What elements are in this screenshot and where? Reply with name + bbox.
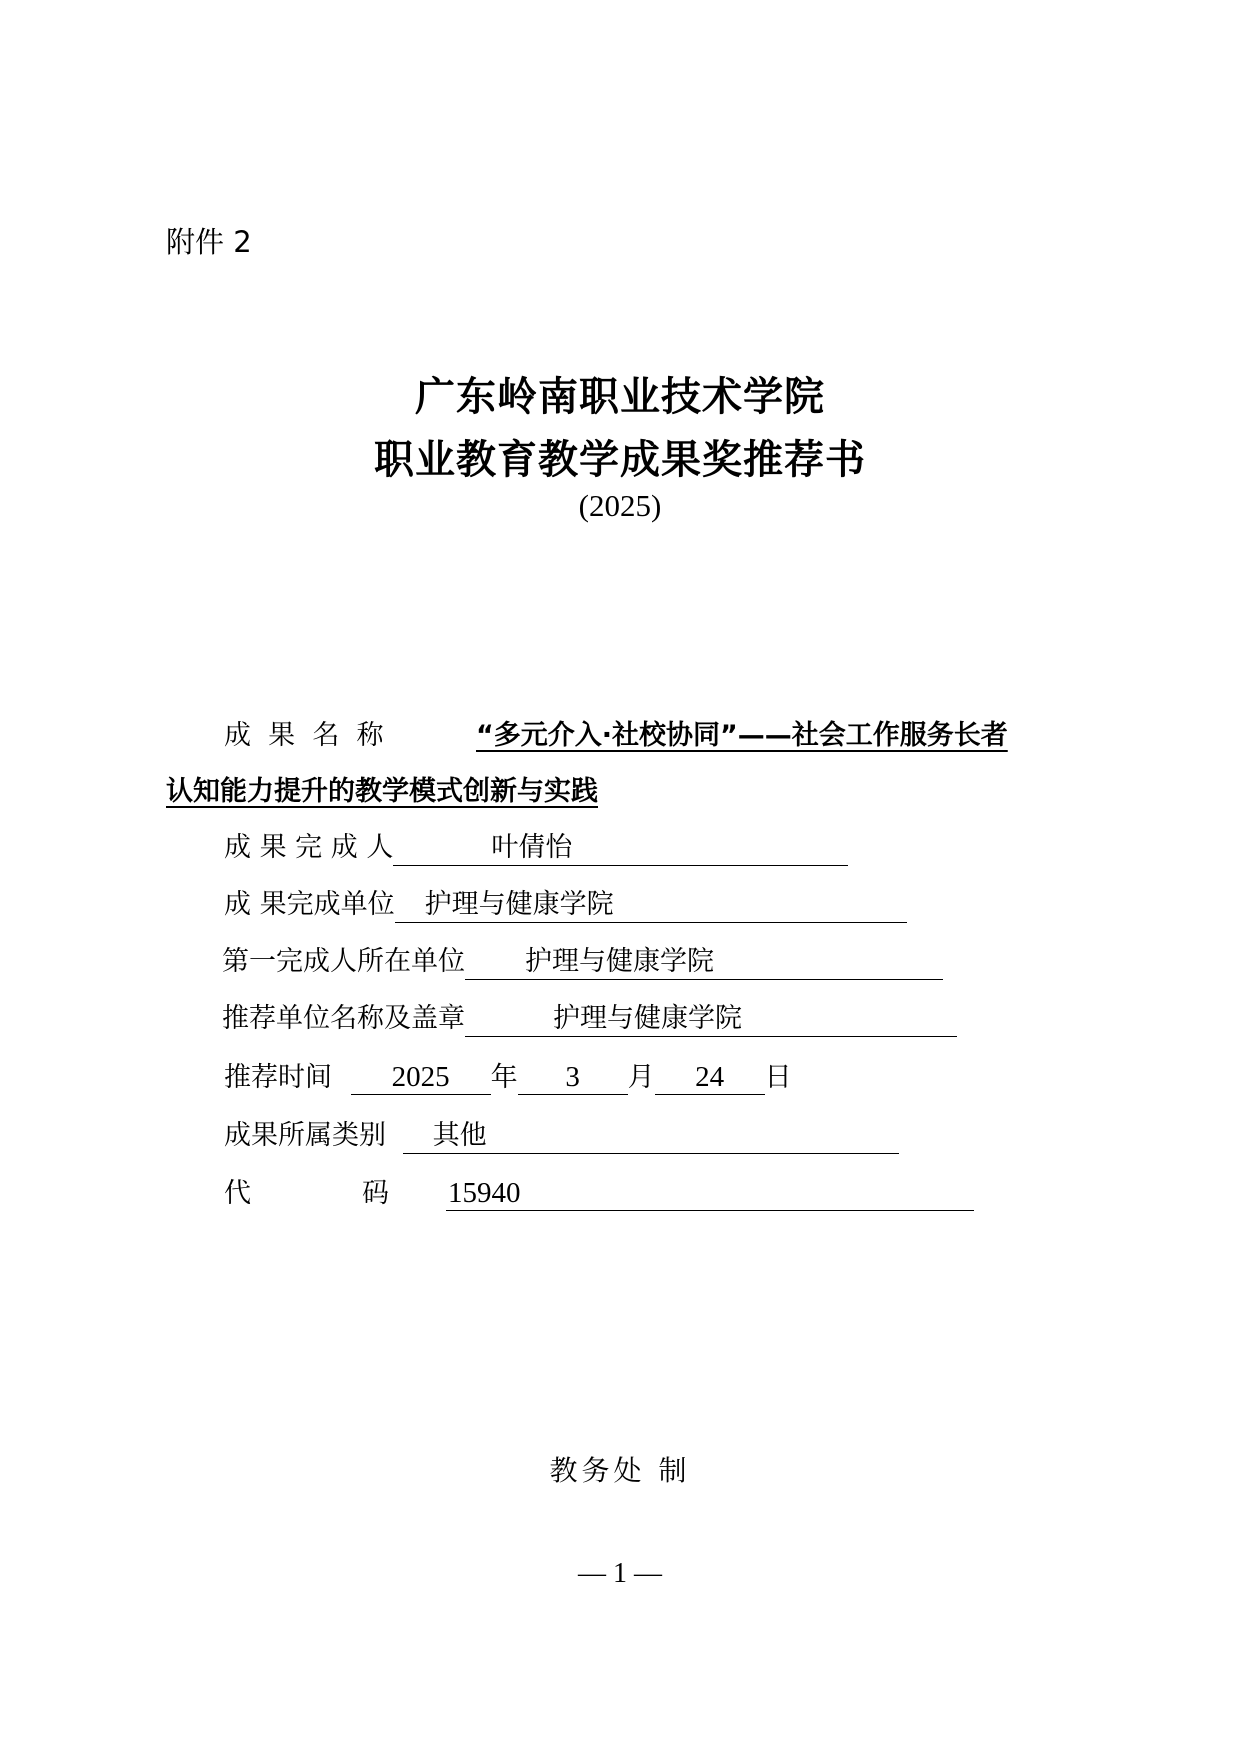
completer-label: 成 果 完 成 人 xyxy=(224,832,394,863)
unit-value: 护理与健康学院 xyxy=(395,888,907,923)
year-char: 年 xyxy=(490,1062,518,1093)
first-unit-label: 第一完成人所在单位 xyxy=(222,946,465,977)
completer-value: 叶倩怡 xyxy=(393,831,848,866)
unit-label: 成 果完成单位 xyxy=(224,889,395,920)
attachment-label: 附件 2 xyxy=(166,225,252,259)
footer-issuer: 教务处 制 xyxy=(549,1454,691,1487)
name-label: 成 果 名 称 xyxy=(224,720,384,751)
time-label: 推荐时间 xyxy=(224,1062,332,1093)
recommend-label: 推荐单位名称及盖章 xyxy=(222,1003,465,1034)
time-day: 24 xyxy=(655,1060,765,1095)
year-label: (2025) xyxy=(578,488,662,523)
time-month: 3 xyxy=(518,1060,628,1095)
code-label-b: 码 xyxy=(362,1178,389,1209)
day-char: 日 xyxy=(764,1062,792,1093)
name-value-line-2: 认知能力提升的教学模式创新与实践 xyxy=(166,776,598,807)
category-label: 成果所属类别 xyxy=(224,1120,386,1151)
recommend-value: 护理与健康学院 xyxy=(465,1002,957,1037)
unit-row xyxy=(224,887,907,923)
first-unit-row xyxy=(222,944,943,980)
name-value-line-1: “多元介入·社校协同”——社会工作服务长者 xyxy=(476,720,1008,751)
page-number: — 1 — xyxy=(578,1558,662,1589)
category-row xyxy=(224,1118,899,1154)
recommend-row xyxy=(222,1001,957,1037)
completer-row xyxy=(224,830,848,866)
code-label-a: 代 xyxy=(224,1178,251,1209)
category-value: 其他 xyxy=(403,1119,899,1154)
time-row xyxy=(224,1060,792,1096)
first-unit-value: 护理与健康学院 xyxy=(465,945,943,980)
month-char: 月 xyxy=(627,1062,655,1093)
code-value: 15940 xyxy=(446,1176,974,1211)
time-year: 2025 xyxy=(351,1060,491,1095)
title-line-1: 广东岭南职业技术学院 xyxy=(415,373,825,420)
title-line-2: 职业教育教学成果奖推荐书 xyxy=(374,436,866,483)
